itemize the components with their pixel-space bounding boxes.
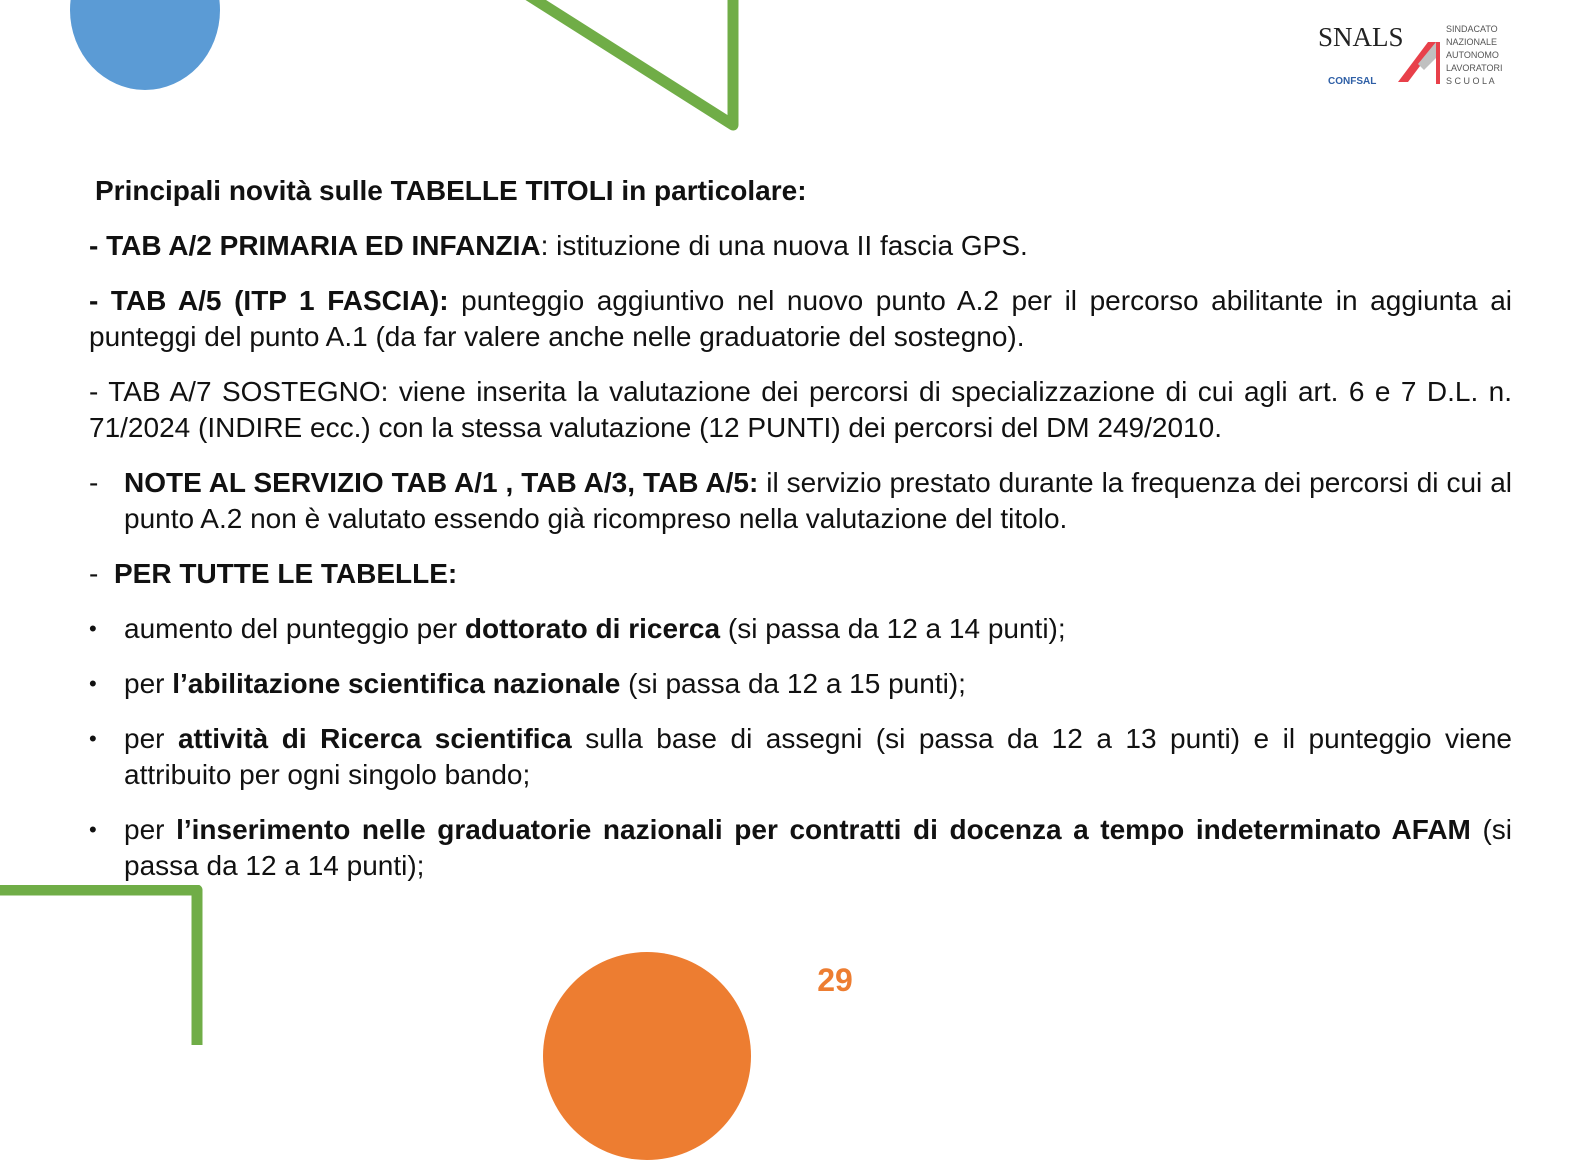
paragraph-tab-a2: - TAB A/2 PRIMARIA ED INFANZIA: istituzione di una nuova II fascia GPS. [89,230,1028,261]
slide-content [89,173,1512,903]
paragraph-tab-a5: - TAB A/5 (ITP 1 FASCIA): punteggio aggiuntivo nel nuovo punto A.2 per il percorso abilitante in aggiunta ai punteggi del punto A.1 (da far valere anche nelle graduatorie del sostegno). [89,285,1512,352]
green-triangle-decoration [500,0,740,150]
bullet-icon: • [89,616,97,641]
list-item: • per l’inserimento nelle graduatorie nazionali per contratti di docenza a tempo indeterminato AFAM (si passa da 12 a 14 punti); [89,814,1513,881]
paragraph-tab-a7: - TAB A/7 SOSTEGNO: viene inserita la valutazione dei percorsi di specializzazione di cui agli art. 6 e 7 D.L. n. 71/2024 (INDIRE ecc.) con la stessa valutazione (12 PUNTI) dei percorsi del DM 249/2010. [89,376,1512,443]
page-number: 29 [817,962,853,998]
paragraph-note-servizio: - NOTE AL SERVIZIO TAB A/1 , TAB A/3, TAB A/5: il servizio prestato durante la frequenza dei percorsi di cui al punto A.2 non è valutato essendo già ricompreso nella valutazione del titolo. [89,467,1512,534]
bullet-icon: • [89,726,97,751]
list-item: • per l’abilitazione scientifica nazionale (si passa da 12 a 15 punti); [89,666,1512,702]
bullet-icon: • [89,671,97,696]
bullet-icon: • [89,817,97,842]
list-item: • per attività di Ricerca scientifica sulla base di assegni (si passa da 12 a 13 punti) e il punteggio viene attribuito per ogni singolo bando; [89,723,1512,790]
list-item: • aumento del punteggio per dottorato di ricerca (si passa da 12 a 14 punti); [89,611,1512,647]
green-corner-decoration [0,885,210,1045]
logo-side-line-3: AUTONOMO [1446,50,1499,60]
logo-side-line-1: SINDACATO [1446,24,1498,34]
slide-title: Principali novità sulle TABELLE TITOLI in particolare: [95,175,807,206]
logo-side-line-5: S C U O L A [1446,76,1495,86]
logo-side-line-4: LAVORATORI [1446,63,1503,73]
logo-sub: CONFSAL [1328,76,1377,87]
logo-brand: SNALS [1318,22,1404,52]
snals-confsal-logo [1318,18,1538,98]
logo-side-line-2: NAZIONALE [1446,37,1498,47]
paragraph-tutte-tabelle: - PER TUTTE LE TABELLE: [89,558,458,589]
orange-semicircle-decoration [543,952,751,1160]
blue-circle-decoration [70,0,220,90]
